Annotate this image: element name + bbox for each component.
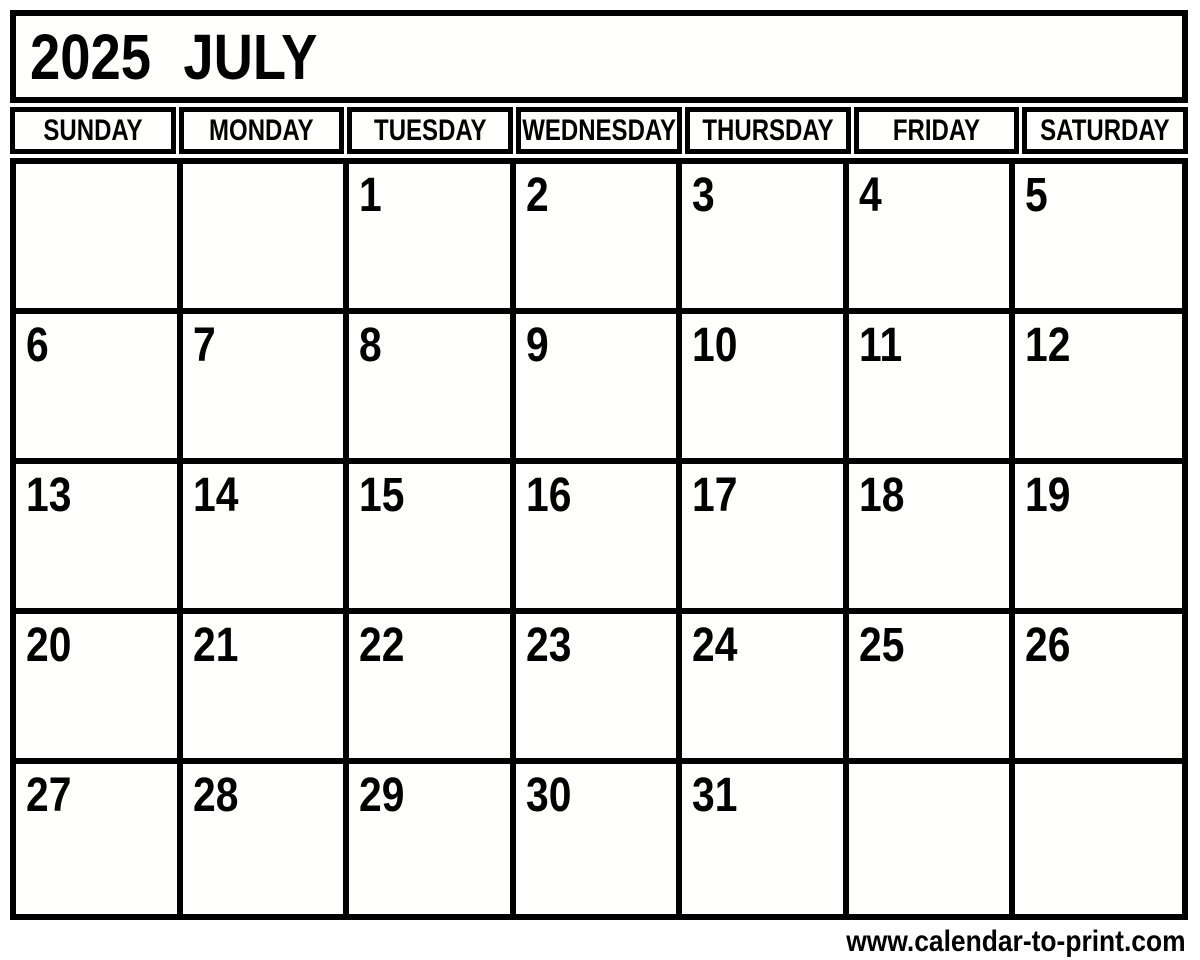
date-number: 31 xyxy=(692,769,738,822)
empty-date-cell xyxy=(849,764,1016,914)
date-cell-22 xyxy=(349,614,516,764)
date-cell-3 xyxy=(682,164,849,314)
day-header-label: SATURDAY xyxy=(1040,113,1170,147)
date-number: 10 xyxy=(692,319,738,372)
date-cell-31 xyxy=(682,764,849,914)
date-cell-18 xyxy=(849,464,1016,614)
date-number: 23 xyxy=(525,619,572,672)
date-cell-10 xyxy=(682,314,849,464)
date-number: 4 xyxy=(858,169,882,222)
date-cell-17 xyxy=(682,464,849,614)
day-header-monday xyxy=(179,107,345,154)
date-cell-20 xyxy=(16,614,183,764)
date-cell-2 xyxy=(516,164,683,314)
date-cell-11 xyxy=(849,314,1016,464)
date-number: 18 xyxy=(858,469,905,522)
date-cell-9 xyxy=(516,314,683,464)
date-cell-30 xyxy=(516,764,683,914)
date-number: 15 xyxy=(359,469,405,522)
date-cell-24 xyxy=(682,614,849,764)
calendar-month: JULY xyxy=(183,20,318,93)
date-cell-28 xyxy=(183,764,350,914)
date-cell-1 xyxy=(349,164,516,314)
date-number: 30 xyxy=(525,769,572,822)
day-header-label: FRIDAY xyxy=(892,113,981,147)
date-cell-21 xyxy=(183,614,350,764)
date-cell-4 xyxy=(849,164,1016,314)
date-number: 29 xyxy=(359,769,405,822)
date-cell-13 xyxy=(16,464,183,614)
date-number: 8 xyxy=(359,319,382,372)
date-cell-6 xyxy=(16,314,183,464)
date-number: 27 xyxy=(26,769,72,822)
calendar-year: 2025 xyxy=(30,20,152,93)
date-number: 9 xyxy=(525,319,549,372)
date-cell-8 xyxy=(349,314,516,464)
day-header-label: TUESDAY xyxy=(374,113,487,147)
empty-date-cell xyxy=(183,164,350,314)
date-cell-25 xyxy=(849,614,1016,764)
date-cell-26 xyxy=(1015,614,1182,764)
empty-date-cell xyxy=(1015,764,1182,914)
day-header-label: WEDNESDAY xyxy=(522,113,676,147)
date-number: 28 xyxy=(192,769,238,822)
date-number: 17 xyxy=(692,469,738,522)
calendar-title-box xyxy=(10,10,1188,103)
day-header-wednesday xyxy=(516,107,682,154)
empty-date-cell xyxy=(16,164,183,314)
day-header-label: SUNDAY xyxy=(43,113,143,147)
day-header-saturday xyxy=(1022,107,1188,154)
day-header-label: MONDAY xyxy=(209,113,314,147)
date-number: 22 xyxy=(359,619,405,672)
site-footer xyxy=(10,927,1188,957)
date-number: 24 xyxy=(692,619,738,672)
date-number: 26 xyxy=(1025,619,1071,672)
date-cell-27 xyxy=(16,764,183,914)
day-header-label: THURSDAY xyxy=(702,113,834,147)
date-cell-29 xyxy=(349,764,516,914)
date-number: 6 xyxy=(26,319,49,372)
date-number: 3 xyxy=(692,169,715,222)
website-url: www.calendar-to-print.com xyxy=(846,925,1186,958)
date-number: 12 xyxy=(1025,319,1071,372)
date-number: 7 xyxy=(192,319,216,372)
date-number: 25 xyxy=(858,619,905,672)
day-header-friday xyxy=(854,107,1020,154)
date-cell-5 xyxy=(1015,164,1182,314)
date-number: 16 xyxy=(525,469,572,522)
date-cell-19 xyxy=(1015,464,1182,614)
date-cell-7 xyxy=(183,314,350,464)
date-number: 14 xyxy=(192,469,238,522)
date-number: 20 xyxy=(26,619,72,672)
date-cell-15 xyxy=(349,464,516,614)
date-number: 11 xyxy=(858,319,902,372)
day-header-tuesday xyxy=(347,107,513,154)
date-number: 1 xyxy=(359,169,382,222)
date-number: 13 xyxy=(26,469,72,522)
date-number: 19 xyxy=(1025,469,1071,522)
date-cell-12 xyxy=(1015,314,1182,464)
day-header-row xyxy=(10,107,1188,154)
day-header-thursday xyxy=(685,107,851,154)
date-number: 21 xyxy=(192,619,238,672)
calendar-title xyxy=(30,20,318,93)
date-cell-16 xyxy=(516,464,683,614)
date-number: 2 xyxy=(525,169,549,222)
date-cell-23 xyxy=(516,614,683,764)
calendar-grid xyxy=(10,158,1188,920)
date-number: 5 xyxy=(1025,169,1049,222)
day-header-sunday xyxy=(10,107,176,154)
date-cell-14 xyxy=(183,464,350,614)
